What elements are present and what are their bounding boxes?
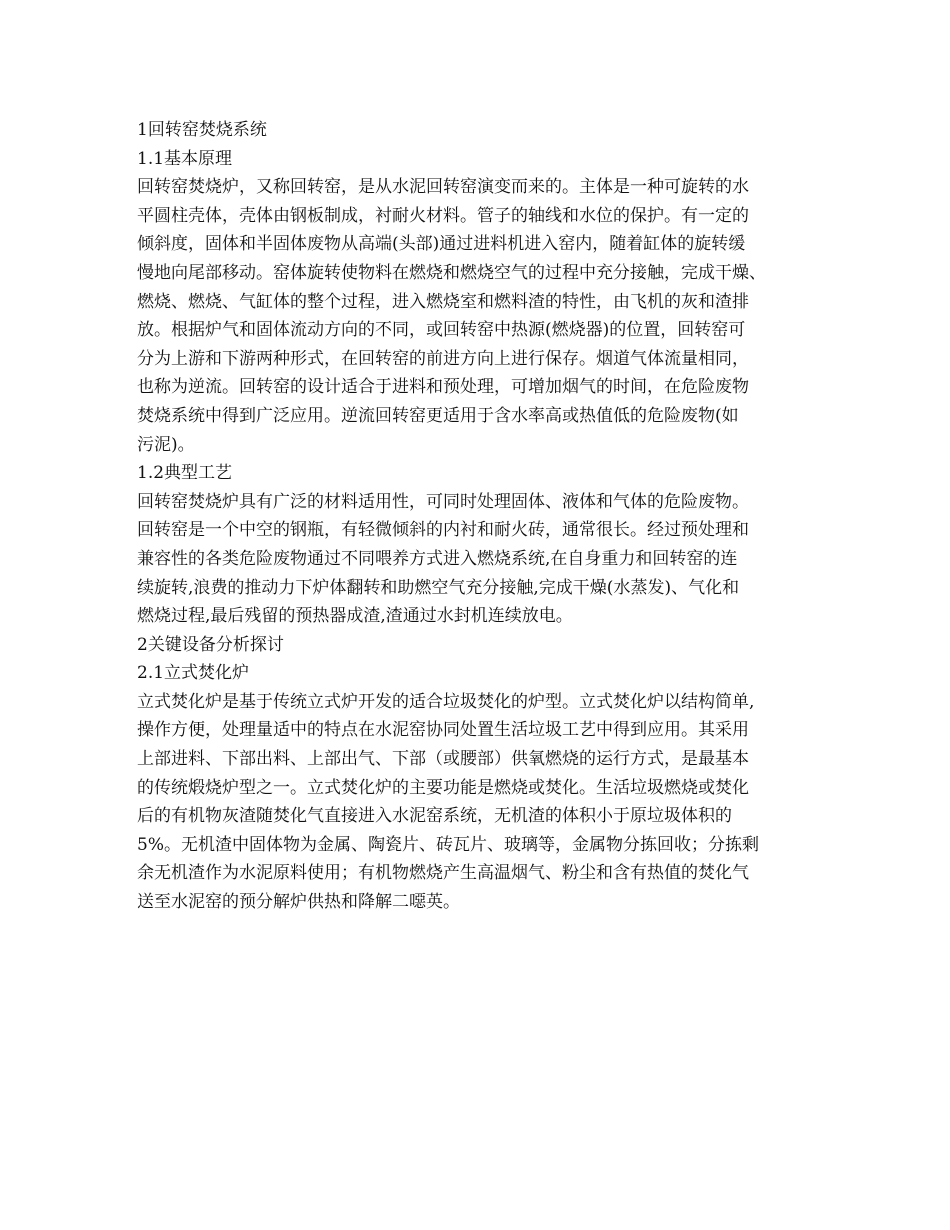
text-line: 送至水泥窑的预分解炉供热和降解二噁英。: [137, 892, 460, 913]
paragraph-basic-principle: [137, 173, 827, 459]
text-line: 回转窑是一个中空的钢瓶，有轻微倾斜的内衬和耐火砖，通常很长。经过预处理和: [137, 520, 749, 541]
text-line: 兼容性的各类危险废物通过不同喂养方式进入燃烧系统,在自身重力和回转窑的连: [137, 548, 738, 569]
text-line: 平圆柱壳体，壳体由钢板制成，衬耐火材料。管子的轴线和水位的保护。有一定的: [137, 205, 749, 226]
text-line: 回转窑焚烧炉，又称回转窑，是从水泥回转窑演变而来的。主体是一种可旋转的水: [137, 177, 749, 198]
text-line: 5%。无机渣中固体物为金属、陶瓷片、砖瓦片、玻璃等，金属物分拣回收；分拣剩: [137, 834, 759, 855]
text-line: 燃烧过程,最后残留的预热器成渣,渣通过水封机连续放电。: [137, 606, 573, 627]
text-line: 上部进料、下部出料、上部出气、下部（或腰部）供氧燃烧的运行方式，是最基本: [137, 749, 749, 770]
section-heading-2: 2关键设备分析探讨: [137, 634, 284, 655]
text-line: 倾斜度，固体和半固体废物从高端(头部)通过进料机进入窑内，随着缸体的旋转缓: [137, 234, 746, 255]
text-line: 污泥)。: [137, 434, 195, 455]
text-line: 放。根据炉气和固体流动方向的不同，或回转窑中热源(燃烧器)的位置，回转窑可: [137, 320, 746, 341]
text-line: 操作方便，处理量适中的特点在水泥窑协同处置生活垃圾工艺中得到应用。其采用: [137, 720, 749, 741]
text-line: 立式焚化炉是基于传统立式炉开发的适合垃圾焚化的炉型。立式焚化炉以结构简单,: [137, 691, 755, 712]
text-line: 续旋转,浪费的推动力下炉体翻转和助燃空气充分接触,完成干燥(水蒸发)、气化和: [137, 577, 740, 598]
section-heading-1: 1回转窑焚烧系统: [137, 120, 267, 140]
paragraph-typical-process: [137, 488, 827, 631]
text-line: 回转窑焚烧炉具有广泛的材料适用性，可同时处理固体、液体和气体的危险废物。: [137, 491, 749, 512]
text-line: 慢地向尾部移动。窑体旋转使物料在燃烧和燃烧空气的过程中充分接触，完成干燥、: [137, 262, 766, 283]
text-line: 分为上游和下游两种形式，在回转窑的前进方向上进行保存。烟道气体流量相同，: [137, 348, 749, 369]
text-line: 焚烧系统中得到广泛应用。逆流回转窑更适用于含水率高或热值低的危险废物(如: [137, 405, 739, 426]
subsection-heading-2-1: 2.1立式焚化炉: [137, 663, 250, 684]
subsection-heading-1-2: 1.2典型工艺: [137, 463, 233, 484]
text-line: 余无机渣作为水泥原料使用；有机物燃烧产生高温烟气、粉尘和含有热值的焚化气: [137, 863, 749, 884]
paragraph-vertical-incinerator: [137, 688, 827, 917]
subsection-heading-1-1: 1.1基本原理: [137, 148, 233, 169]
text-line: 后的有机物灰渣随焚化气直接进入水泥窑系统，无机渣的体积小于原垃圾体积的: [137, 806, 732, 827]
text-line: 的传统煅烧炉型之一。立式焚化炉的主要功能是燃烧或焚化。生活垃圾燃烧或焚化: [137, 777, 749, 798]
text-line: 也称为逆流。回转窑的设计适合于进料和预处理，可增加烟气的时间，在危险废物: [137, 377, 749, 398]
document-body: [137, 116, 827, 917]
text-line: 燃烧、燃烧、气缸体的整个过程，进入燃烧室和燃料渣的特性，由飞机的灰和渣排: [137, 291, 749, 312]
